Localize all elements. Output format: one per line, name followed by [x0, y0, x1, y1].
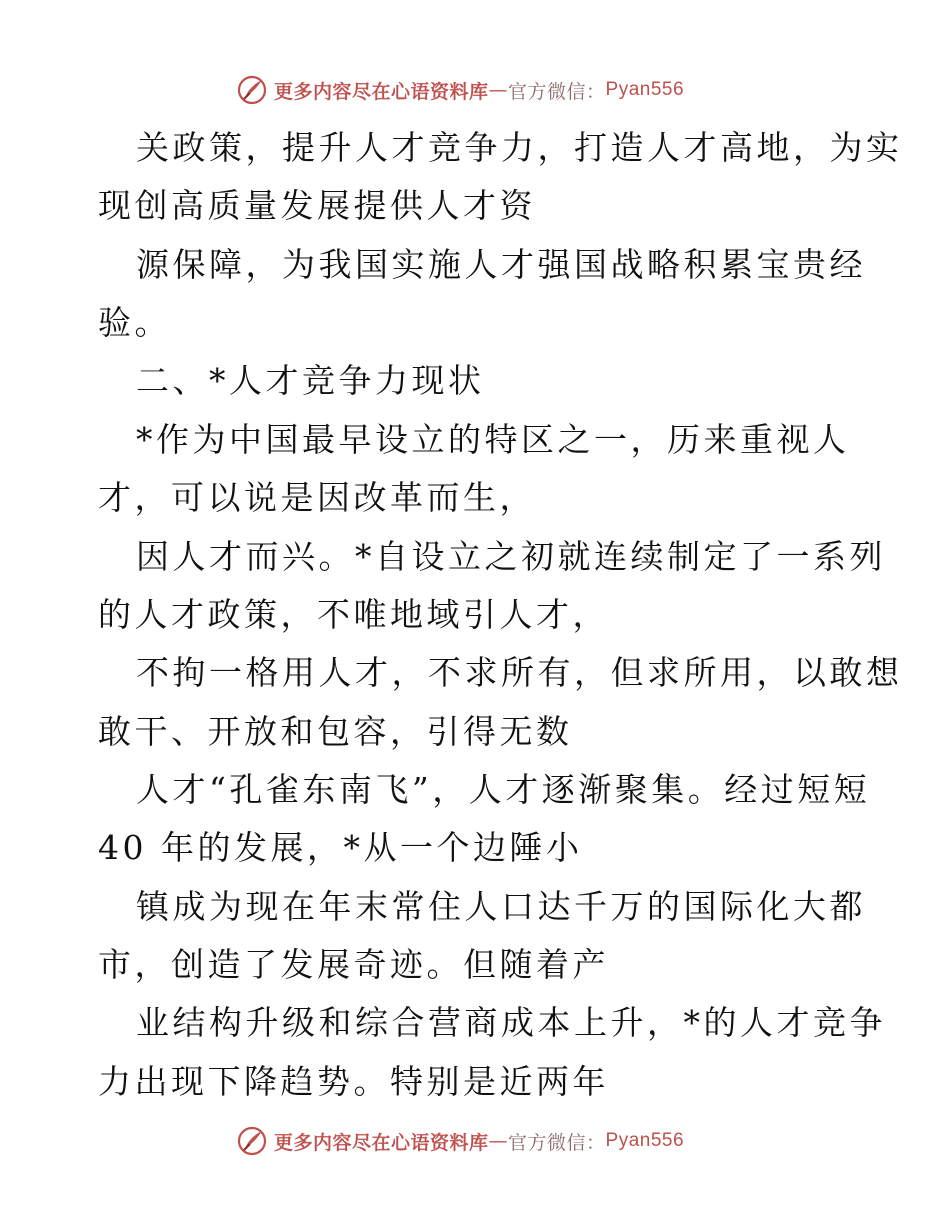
watermark-separator: — [488, 1130, 509, 1152]
feather-pen-logo-icon [236, 74, 268, 106]
text-line: 因人才而兴。*自设立之初就连续制定了一系列 [136, 537, 886, 576]
feather-pen-logo-icon [236, 1125, 268, 1157]
header-watermark [236, 72, 684, 108]
text-line: 镇成为现在年末常住人口达千万的国际化大都 [136, 887, 866, 926]
watermark-wechat-id: Pyan556 [605, 79, 685, 100]
watermark-wechat-label: 官方微信： [508, 1131, 606, 1154]
text-line: 验。 [98, 303, 171, 342]
watermark-title: 更多内容尽在心语资料库 [274, 80, 489, 103]
text-line: 力出现下降趋势。特别是近两年 [98, 1062, 609, 1101]
watermark-separator: — [488, 79, 509, 101]
text-line: 的人才政策，不唯地域引人才， [98, 595, 609, 634]
watermark-title: 更多内容尽在心语资料库 [274, 1131, 489, 1154]
text-line: 业结构升级和综合营商成本上升，*的人才竞争 [136, 1003, 886, 1042]
watermark-wechat-id: Pyan556 [605, 1130, 685, 1151]
text-line: *作为中国最早设立的特区之一，历来重视人 [136, 420, 850, 459]
text-line: 敢干、开放和包容，引得无数 [98, 712, 573, 751]
text-line: 源保障，为我国实施人才强国战略积累宝贵经 [136, 245, 866, 284]
text-line: 40 年的发展，*从一个边陲小 [98, 828, 583, 867]
text-line: 市，创造了发展奇迹。但随着产 [98, 945, 609, 984]
text-line: 关政策，提升人才竞争力，打造人才高地，为实 [136, 128, 903, 167]
section-heading: 二、*人才竞争力现状 [136, 361, 485, 400]
text-line: 人才“孔雀东南飞”，人才逐渐聚集。经过短短 [136, 770, 871, 809]
text-line: 现创高质量发展提供人才资 [98, 186, 536, 225]
footer-watermark [236, 1123, 684, 1159]
text-line: 不拘一格用人才，不求所有，但求所用，以敢想 [136, 653, 903, 692]
watermark-wechat-label: 官方微信： [508, 80, 606, 103]
text-line: 才，可以说是因改革而生， [98, 478, 536, 517]
